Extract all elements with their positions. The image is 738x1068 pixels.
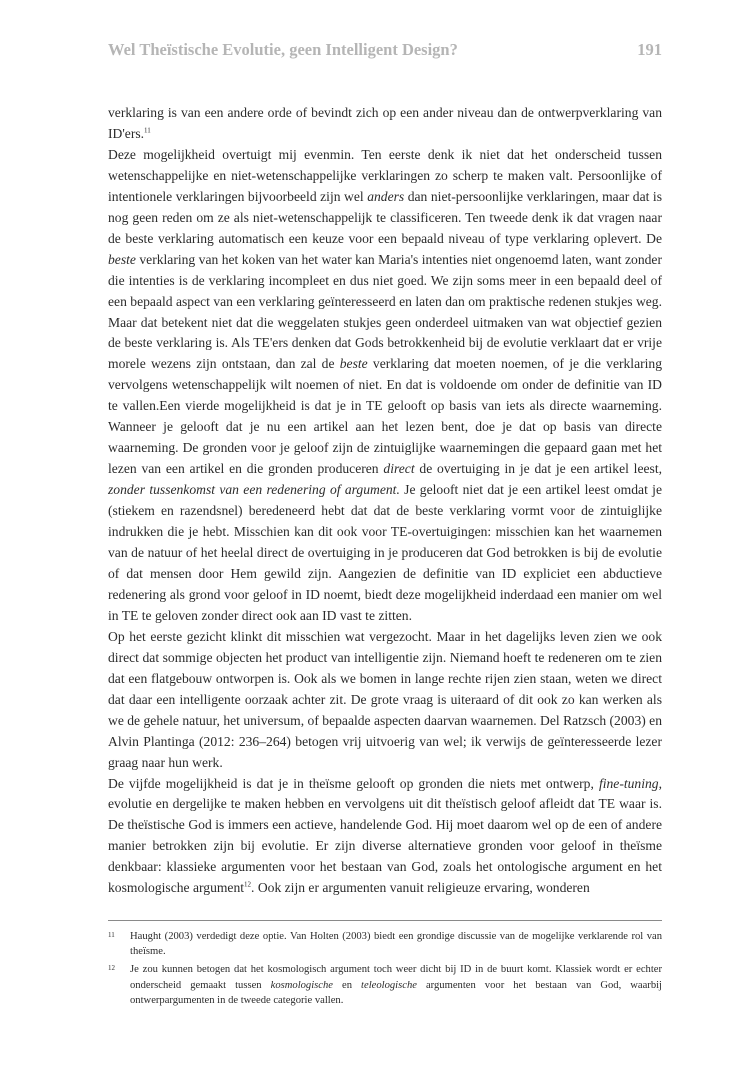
footnote-number: 12 (108, 964, 115, 973)
footnote-ref-11[interactable]: 11 (144, 126, 151, 135)
footnote-text (130, 929, 662, 959)
footnote-ref-12[interactable]: 12 (244, 880, 252, 889)
text-run: , evolutie en dergelijke te maken hebben en vervolgens uit dit theïstisch geloof afleidt dat TE waar is. De theïstische God is immers een actieve, handelende God. Hij moet daarom wel op de een of andere manier betrokken zijn bij evolutie. Er zijn diverse alternatieve gronden voor geloof in theïsme denkbaar: klassieke argumenten voor het bestaan van God, zoals het ontologische argument en het kosmologische argument (108, 775, 662, 896)
running-header (108, 40, 662, 60)
text-run: Je zou kunnen betogen dat het kosmologisch argument toch weer dicht bij ID in de buurt komt. Klassiek wordt er echter onderscheid gemaakt tussen (130, 964, 662, 991)
footnotes (108, 929, 662, 1011)
paragraph (108, 103, 662, 145)
footnote-12 (108, 962, 662, 1008)
footnote-11 (108, 929, 662, 959)
text-run: dan niet-persoonlijke verklaringen, maar dat is nog geen reden om ze als niet-wetenschappelijk te classificeren. Ten tweede denk ik dat vragen naar de beste verklaring automatisch een keuze voor een bepaald niveau of type verklaring oplevert. De (108, 188, 662, 246)
footnote-number: 11 (108, 931, 115, 939)
text-run: Je gelooft niet dat je een artikel leest omdat je (stiekem en razendsnel) beredeneerd hebt dat dat de beste verklaring vormt voor de zintuiglijke indrukken die je hebt. Misschien kan dit ook voor TE-overtuigingen: misschien kan het waarnemen van de natuur of het heelal direct de overtuiging in je produceren dat God betrokken is bij de evolutie of dat mensen door Hem gewild zijn. Aangezien de definitie van ID expliciet een abductieve redenering als grond voor geloof in ID noemt, biedt deze mogelijkheid inderdaad een manier om wel in TE te geloven zonder direct ook aan ID vast te zitten. (108, 482, 662, 623)
paragraph (108, 774, 662, 900)
text-run: de overtuiging in je dat je een artikel leest, (414, 461, 662, 477)
emphasis: anders (367, 188, 405, 204)
text-run: argumenten voor het bestaan van God, waarbij ontwerpargumenten in de tweede categorie vallen. (130, 979, 663, 1006)
emphasis: zonder tussenkomst van een redenering of argument. (108, 482, 400, 498)
text-run: Deze mogelijkheid overtuigt mij evenmin. Ten eerste denk ik niet dat het onderscheid tussen wetenschappelijke en niet-wetenschappelijke verklaringen zo scherp te maken valt. Persoonlijke of intentionele verklaringen bijvoorbeeld zijn wel (108, 146, 662, 204)
footnote-text (130, 962, 662, 1008)
text-run: . Ook zijn er argumenten vanuit religieuze ervaring, wonderen (251, 880, 590, 896)
running-title: Wel Theïstische Evolutie, geen Intelligent Design? (108, 40, 458, 59)
emphasis: direct (383, 461, 415, 477)
emphasis: fine-tuning (598, 775, 659, 791)
text-run: verklaring is van een andere orde of bevindt zich op een ander niveau dan de ontwerpverklaring van ID'ers. (108, 105, 662, 141)
text-run: verklaring van het koken van het water kan Maria's intenties niet ongenoemd laten, want zonder die intenties is de verklaring incompleet en dus niet goed. We zijn soms meer in een bepaald deel of een bepaald aspect van een verklaring geïnteresseerd en laten dan om praktische redenen stukjes weg. Maar dat betekent niet dat die weggelaten stukjes geen onderdeel uitmaken van wat objectief gezien de beste verklaring is. Als TE'ers denken dat Gods betrokkenheid bij de evolutie verklaart dat er vrije morele wezens zijn ontstaan, dan zal de (108, 251, 662, 372)
main-text (108, 103, 662, 899)
emphasis: teleologische (361, 979, 417, 991)
paragraph: Op het eerste gezicht klinkt dit misschien wat vergezocht. Maar in het dagelijks leven zien we ook direct dat sommige objecten het product van intelligentie zijn. Niemand hoeft te redeneren om te zien dat een flatgebouw ontworpen is. Ook als we bomen in lange rechte rijen zien staan, weten we direct dat daar een intelligente oorzaak achter zit. De grote vraag is uiteraard of dit ook zo kan werken als we de gehele natuur, het universum, of bepaalde aspecten daarvan waarnemen. Del Ratzsch (2003) en Alvin Plantinga (2012: 236–264) betogen vrij uitvoerig van wel; ik verwijs de geïnteresseerde lezer graag naar hun werk. (108, 628, 662, 770)
text-run: De vijfde mogelijkheid is dat je in theïsme gelooft op gronden die niets met ontwerp, (108, 775, 599, 791)
emphasis: beste (108, 251, 136, 267)
page-number: 191 (637, 40, 662, 59)
paragraph (108, 145, 662, 627)
footnote-divider (108, 920, 662, 921)
emphasis: beste (339, 356, 368, 372)
text-run: verklaring dat moeten noemen, of je die verklaring vervolgens wetenschappelijk wilt noemen of niet. En dat is voldoende om onder de definitie van ID te vallen.Een vierde mogelijkheid is dat je in TE gelooft op basis van iets als directe waarneming. Wanneer je gelooft dat je nu een artikel aan het lezen bent, doe je dat op basis van directe waarneming. De gronden voor je geloof zijn de zintuiglijke waarnemingen die gepaard gaan met het lezen van een artikel en die gronden produceren (108, 356, 663, 477)
emphasis: kosmologische (270, 979, 333, 991)
text-run: Haught (2003) verdedigt deze optie. Van Holten (2003) biedt een grondige discussie van de mogelijke verklarende rol van theïsme. (130, 931, 662, 958)
text-run: en (333, 979, 362, 991)
